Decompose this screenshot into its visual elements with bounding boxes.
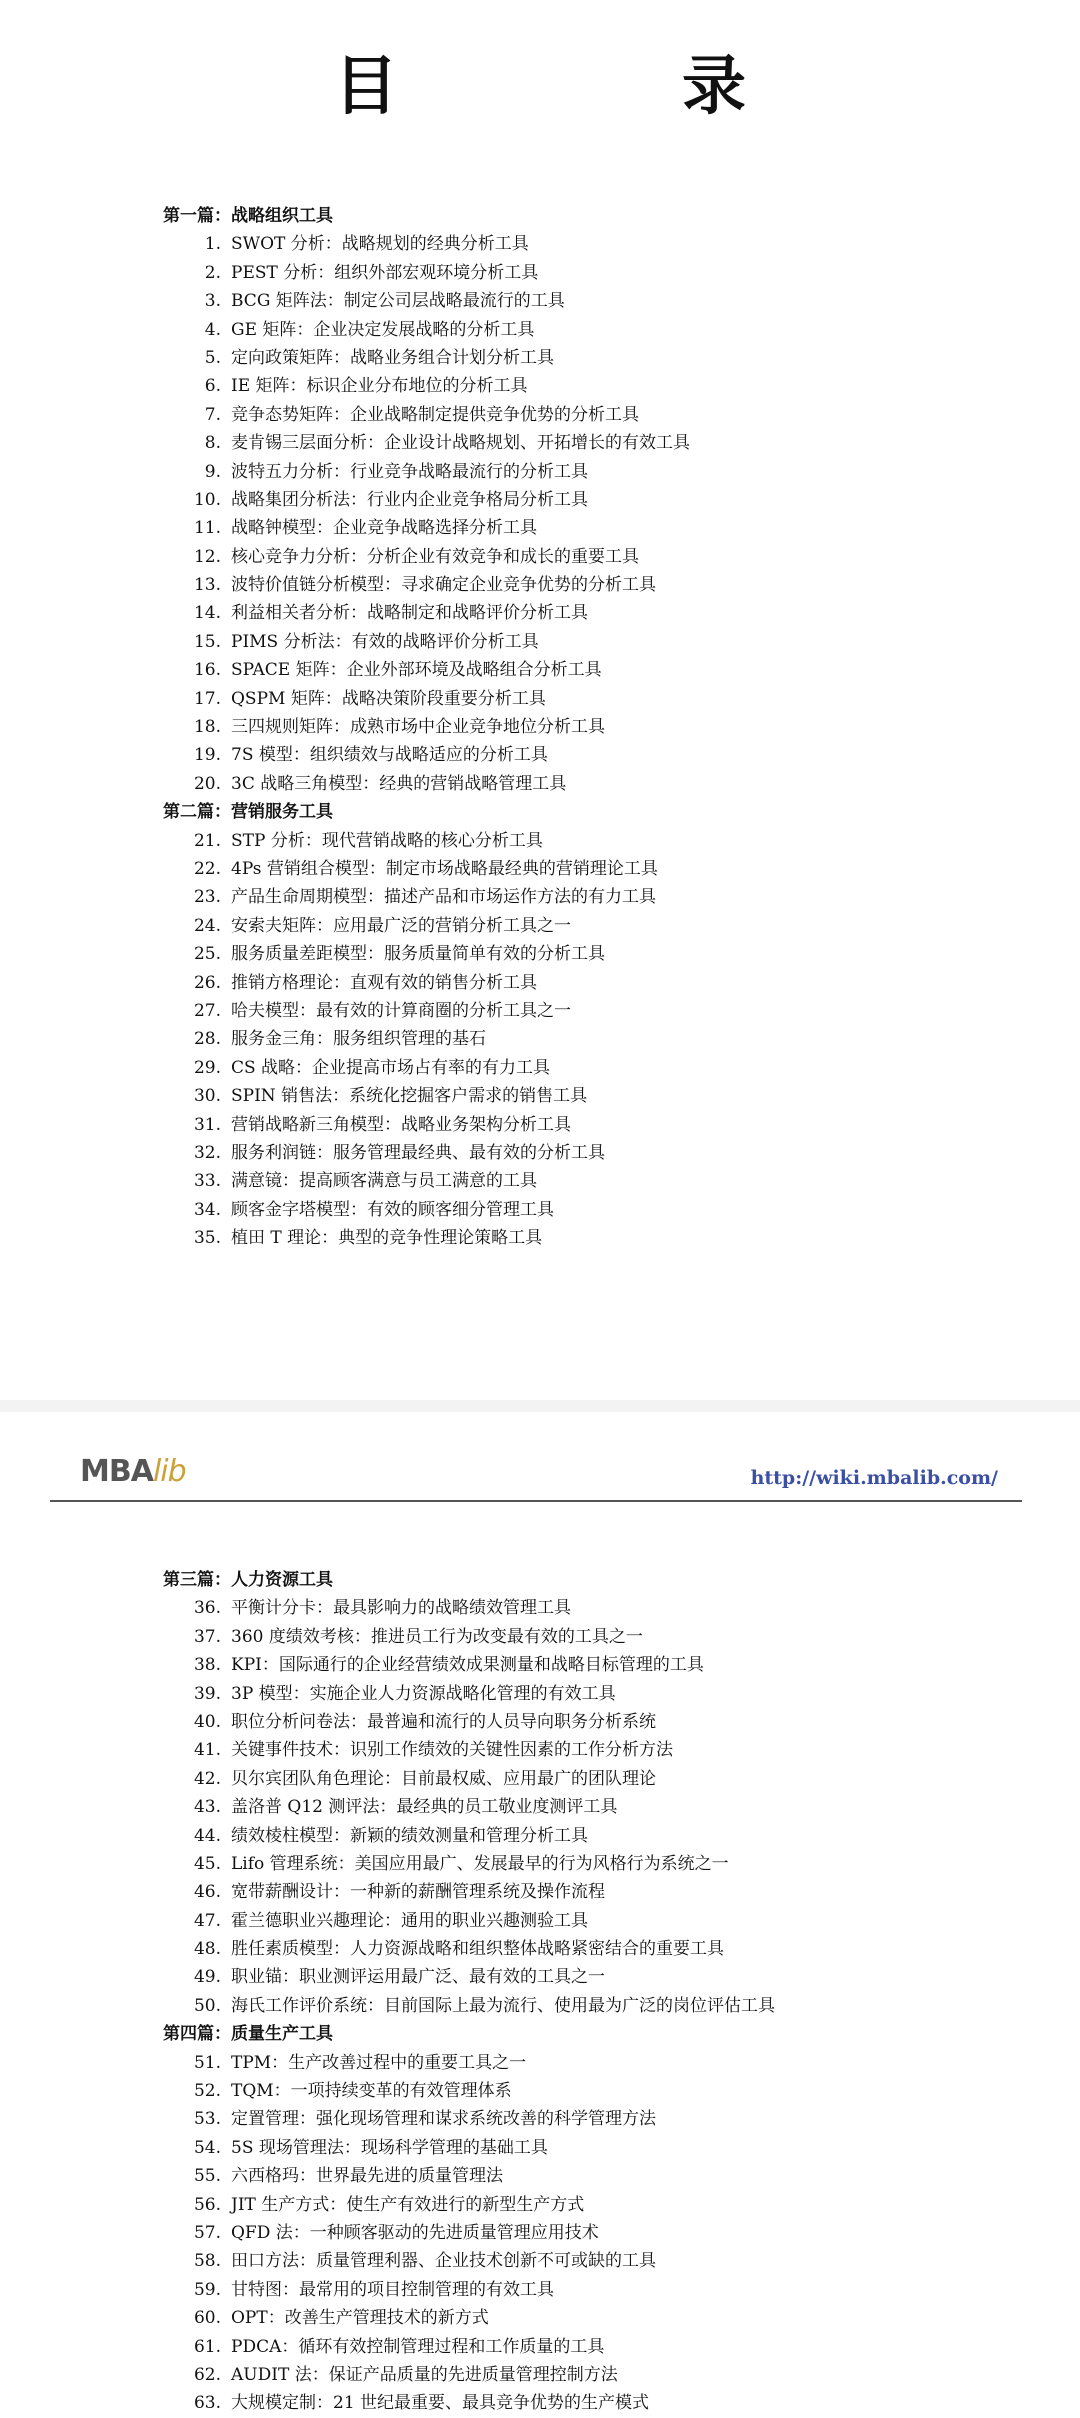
entry-number: 41. — [193, 1740, 221, 1761]
entry-number: 12. — [193, 546, 221, 567]
toc-entry[interactable] — [163, 1708, 1043, 1736]
toc-entry[interactable] — [163, 2333, 1043, 2361]
toc-entry[interactable] — [163, 2304, 1043, 2332]
toc-entry[interactable] — [163, 1765, 1043, 1793]
toc-entry[interactable] — [163, 2049, 1043, 2077]
entry-title: 哈夫模型：最有效的计算商圈的分析工具之一 — [231, 1000, 571, 1021]
toc-entry[interactable] — [163, 1594, 1043, 1622]
entry-number: 43. — [193, 1797, 221, 1818]
entry-title: 顾客金字塔模型：有效的顾客细分管理工具 — [231, 1199, 554, 1220]
entry-number: 59. — [193, 2279, 221, 2300]
entry-title: 服务质量差距模型：服务质量简单有效的分析工具 — [231, 944, 605, 965]
entry-number: 23. — [193, 887, 221, 908]
toc-page-2 — [0, 1412, 1080, 2414]
entry-number: 54. — [193, 2137, 221, 2158]
entry-number: 8. — [204, 433, 221, 454]
section-heading: 第四篇：质量生产工具 — [163, 2024, 333, 2045]
entry-title: TPM：生产改善过程中的重要工具之一 — [231, 2052, 527, 2073]
toc-entry[interactable] — [163, 1025, 1043, 1053]
entry-number: 32. — [193, 1142, 221, 1163]
entry-title: JIT 生产方式：使生产有效进行的新型生产方式 — [231, 2194, 585, 2215]
toc-entry[interactable] — [163, 2276, 1043, 2304]
entry-number: 52. — [193, 2081, 221, 2102]
entry-title: 核心竞争力分析：分析企业有效竞争和成长的重要工具 — [231, 546, 639, 567]
entry-number: 31. — [193, 1114, 221, 1135]
entry-title: 服务金三角：服务组织管理的基石 — [231, 1029, 486, 1050]
entry-title: 战略集团分析法：行业内企业竞争格局分析工具 — [231, 489, 588, 510]
toc-entry[interactable] — [163, 1196, 1043, 1224]
entry-title: QSPM 矩阵：战略决策阶段重要分析工具 — [231, 688, 546, 709]
toc-entry[interactable] — [163, 1793, 1043, 1821]
toc-entry[interactable] — [163, 2105, 1043, 2133]
entry-number: 22. — [193, 858, 221, 879]
entry-title: 植田 T 理论：典型的竞争性理论策略工具 — [231, 1228, 543, 1249]
toc-title: 目 录 — [334, 50, 856, 124]
toc-entry[interactable] — [163, 316, 1043, 344]
logo-main-text: MBA — [80, 1454, 153, 1489]
entry-title: 定置管理：强化现场管理和谋求系统改善的科学管理方法 — [231, 2109, 656, 2130]
entry-number: 2. — [204, 262, 221, 283]
entry-title: OPT：改善生产管理技术的新方式 — [231, 2308, 489, 2329]
entry-number: 1. — [204, 234, 221, 255]
toc-entry[interactable] — [163, 2077, 1043, 2105]
entry-number: 53. — [193, 2109, 221, 2130]
toc-entry[interactable] — [163, 912, 1043, 940]
toc-entry[interactable] — [163, 741, 1043, 769]
entry-title: SWOT 分析：战略规划的经典分析工具 — [231, 234, 529, 255]
entry-title: 甘特图：最常用的项目控制管理的有效工具 — [231, 2279, 554, 2300]
entry-title: 职业锚：职业测评运用最广泛、最有效的工具之一 — [231, 1967, 605, 1988]
entry-number: 44. — [193, 1825, 221, 1846]
toc-entry[interactable] — [163, 401, 1043, 429]
header-divider — [50, 1500, 1022, 1502]
entry-title: Lifo 管理系统：美国应用最广、发展最早的行为风格行为系统之一 — [231, 1853, 729, 1874]
entry-title: 波特价值链分析模型：寻求确定企业竞争优势的分析工具 — [231, 575, 656, 596]
entry-number: 36. — [193, 1598, 221, 1619]
entry-title: 平衡计分卡：最具影响力的战略绩效管理工具 — [231, 1598, 571, 1619]
entry-title: GE 矩阵：企业决定发展战略的分析工具 — [231, 319, 535, 340]
entry-title: 定向政策矩阵：战略业务组合计划分析工具 — [231, 347, 554, 368]
entry-title: 满意镜：提高顾客满意与员工满意的工具 — [231, 1171, 537, 1192]
entry-number: 11. — [193, 518, 221, 539]
toc-entry[interactable] — [163, 628, 1043, 656]
entry-number: 40. — [193, 1711, 221, 1732]
entry-title: 安索夫矩阵：应用最广泛的营销分析工具之一 — [231, 915, 571, 936]
entry-title: CS 战略：企业提高市场占有率的有力工具 — [231, 1057, 551, 1078]
toc-entry[interactable] — [163, 1224, 1043, 1252]
entry-title: 7S 模型：组织绩效与战略适应的分析工具 — [231, 745, 548, 766]
toc-entry[interactable] — [163, 1082, 1043, 1110]
entry-title: SPACE 矩阵：企业外部环境及战略组合分析工具 — [231, 660, 602, 681]
entry-title: 六西格玛：世界最先进的质量管理法 — [231, 2166, 503, 2187]
entry-number: 24. — [193, 915, 221, 936]
entry-title: 胜任素质模型：人力资源战略和组织整体战略紧密结合的重要工具 — [231, 1939, 724, 1960]
toc-entry[interactable] — [163, 997, 1043, 1025]
toc-entry[interactable] — [163, 1850, 1043, 1878]
page-separator — [0, 1400, 1080, 1412]
entry-title: 麦肯锡三层面分析：企业设计战略规划、开拓增长的有效工具 — [231, 433, 690, 454]
entry-title: PEST 分析：组织外部宏观环境分析工具 — [231, 262, 539, 283]
entry-number: 19. — [193, 745, 221, 766]
toc-entry[interactable] — [163, 1992, 1043, 2020]
entry-title: 竞争态势矩阵：企业战略制定提供竞争优势的分析工具 — [231, 404, 639, 425]
entry-title: 360 度绩效考核：推进员工行为改变最有效的工具之一 — [231, 1626, 643, 1647]
toc-entry[interactable] — [163, 1907, 1043, 1935]
entry-number: 27. — [193, 1000, 221, 1021]
section-heading: 第三篇：人力资源工具 — [163, 1570, 333, 1590]
entry-number: 39. — [193, 1683, 221, 1704]
entry-title: KPI：国际通行的企业经营绩效成果测量和战略目标管理的工具 — [231, 1655, 704, 1676]
toc-entry[interactable] — [163, 1623, 1043, 1651]
toc-entry[interactable] — [163, 1878, 1043, 1906]
toc-entry[interactable] — [163, 1054, 1043, 1082]
entry-title: SPIN 销售法：系统化挖掘客户需求的销售工具 — [231, 1086, 588, 1107]
toc-entry[interactable] — [163, 259, 1043, 287]
entry-number: 45. — [193, 1853, 221, 1874]
toc-entry[interactable] — [163, 1935, 1043, 1963]
toc-entry[interactable] — [163, 543, 1043, 571]
toc-sections-page-2 — [163, 1566, 1043, 2418]
toc-entry[interactable] — [163, 656, 1043, 684]
entry-title: PIMS 分析法：有效的战略评价分析工具 — [231, 631, 539, 652]
entry-title: 营销战略新三角模型：战略业务架构分析工具 — [231, 1114, 571, 1135]
toc-entry[interactable] — [163, 685, 1043, 713]
logo-accent-text: lib — [152, 1454, 186, 1489]
entry-title: 3P 模型：实施企业人力资源战略化管理的有效工具 — [231, 1683, 616, 1704]
toc-entry[interactable] — [163, 1651, 1043, 1679]
entry-number: 42. — [193, 1768, 221, 1789]
entry-number: 56. — [193, 2194, 221, 2215]
entry-number: 9. — [204, 461, 221, 482]
section-heading: 第二篇：营销服务工具 — [163, 802, 333, 823]
entry-number: 14. — [193, 603, 221, 624]
entry-title: PDCA：循环有效控制管理过程和工作质量的工具 — [231, 2336, 605, 2357]
entry-title: 战略钟模型：企业竞争战略选择分析工具 — [231, 518, 537, 539]
entry-title: 海氏工作评价系统：目前国际上最为流行、使用最为广泛的岗位评估工具 — [231, 1995, 775, 2016]
entry-number: 33. — [193, 1171, 221, 1192]
entry-number: 60. — [193, 2308, 221, 2329]
entry-title: 产品生命周期模型：描述产品和市场运作方法的有力工具 — [231, 887, 656, 908]
entry-number: 4. — [204, 319, 221, 340]
toc-entry[interactable] — [163, 486, 1043, 514]
entry-number: 61. — [193, 2336, 221, 2357]
toc-entry[interactable] — [163, 713, 1043, 741]
entry-number: 62. — [193, 2364, 221, 2385]
toc-entry[interactable] — [163, 1736, 1043, 1764]
toc-entry[interactable] — [163, 514, 1043, 542]
entry-number: 28. — [193, 1029, 221, 1050]
toc-entry[interactable] — [163, 372, 1043, 400]
entry-number: 34. — [193, 1199, 221, 1220]
entry-title: IE 矩阵：标识企业分布地位的分析工具 — [231, 376, 528, 397]
entry-title: 3C 战略三角模型：经典的营销战略管理工具 — [231, 773, 567, 794]
entry-number: 55. — [193, 2166, 221, 2187]
entry-number: 63. — [193, 2393, 221, 2414]
entry-number: 50. — [193, 1995, 221, 2016]
entry-title: 关键事件技术：识别工作绩效的关键性因素的工作分析方法 — [231, 1740, 673, 1761]
entry-number: 16. — [193, 660, 221, 681]
entry-title: 波特五力分析：行业竞争战略最流行的分析工具 — [231, 461, 588, 482]
toc-entry[interactable] — [163, 599, 1043, 627]
toc-entry[interactable] — [163, 827, 1043, 855]
entry-number: 26. — [193, 972, 221, 993]
entry-title: 5S 现场管理法：现场科学管理的基础工具 — [231, 2137, 548, 2158]
toc-entry[interactable] — [163, 1167, 1043, 1195]
entry-number: 37. — [193, 1626, 221, 1647]
toc-entry[interactable] — [163, 344, 1043, 372]
entry-title: 绩效棱柱模型：新颖的绩效测量和管理分析工具 — [231, 1825, 588, 1846]
entry-number: 47. — [193, 1910, 221, 1931]
toc-entry[interactable] — [163, 969, 1043, 997]
entry-title: 霍兰德职业兴趣理论：通用的职业兴趣测验工具 — [231, 1910, 588, 1931]
site-url-link[interactable]: http://wiki.mbalib.com/ — [750, 1467, 998, 1489]
entry-number: 38. — [193, 1655, 221, 1676]
toc-entry[interactable] — [163, 287, 1043, 315]
entry-title: 三四规则矩阵：成熟市场中企业竞争地位分析工具 — [231, 717, 605, 738]
entry-number: 13. — [193, 575, 221, 596]
toc-entry[interactable] — [163, 2162, 1043, 2190]
entry-number: 20. — [193, 773, 221, 794]
entry-title: 大规模定制：21 世纪最重要、最具竞争优势的生产模式 — [231, 2393, 650, 2414]
toc-entry[interactable] — [163, 230, 1043, 258]
toc-entry[interactable] — [163, 1111, 1043, 1139]
toc-entry[interactable] — [163, 940, 1043, 968]
toc-entry[interactable] — [163, 1822, 1043, 1850]
entry-number: 6. — [204, 376, 221, 397]
toc-entry[interactable] — [163, 1139, 1043, 1167]
entry-number: 58. — [193, 2251, 221, 2272]
entry-number: 46. — [193, 1882, 221, 1903]
toc-entry[interactable] — [163, 2361, 1043, 2389]
entry-number: 25. — [193, 944, 221, 965]
toc-entry[interactable] — [163, 1680, 1043, 1708]
entry-title: 盖洛普 Q12 测评法：最经典的员工敬业度测评工具 — [231, 1797, 618, 1818]
entry-title: QFD 法：一种顾客驱动的先进质量管理应用技术 — [231, 2222, 599, 2243]
entry-number: 10. — [193, 489, 221, 510]
entry-number: 17. — [193, 688, 221, 709]
entry-number: 51. — [193, 2052, 221, 2073]
toc-entry[interactable] — [163, 2219, 1043, 2247]
entry-title: 贝尔宾团队角色理论：目前最权威、应用最广的团队理论 — [231, 1768, 656, 1789]
toc-sections-page-1 — [163, 202, 1043, 1252]
entry-number: 7. — [204, 404, 221, 425]
mbalib-logo — [80, 1454, 186, 1489]
entry-title: 4Ps 营销组合模型：制定市场战略最经典的营销理论工具 — [231, 858, 658, 879]
toc-entry[interactable] — [163, 855, 1043, 883]
entry-number: 30. — [193, 1086, 221, 1107]
entry-number: 29. — [193, 1057, 221, 1078]
toc-entry[interactable] — [163, 2191, 1043, 2219]
entry-number: 5. — [204, 347, 221, 368]
toc-entry[interactable] — [163, 429, 1043, 457]
toc-entry[interactable] — [163, 571, 1043, 599]
entry-number: 48. — [193, 1939, 221, 1960]
toc-entry[interactable] — [163, 1963, 1043, 1991]
entry-number: 35. — [193, 1228, 221, 1249]
entry-title: 宽带薪酬设计：一种新的薪酬管理系统及操作流程 — [231, 1882, 605, 1903]
entry-title: TQM：一项持续变革的有效管理体系 — [231, 2081, 512, 2102]
entry-number: 21. — [193, 830, 221, 851]
toc-entry[interactable] — [163, 2247, 1043, 2275]
toc-entry[interactable] — [163, 2134, 1043, 2162]
entry-number: 18. — [193, 717, 221, 738]
entry-title: 利益相关者分析：战略制定和战略评价分析工具 — [231, 603, 588, 624]
entry-title: BCG 矩阵法：制定公司层战略最流行的工具 — [231, 291, 565, 312]
entry-number: 15. — [193, 631, 221, 652]
entry-title: 田口方法：质量管理利器、企业技术创新不可或缺的工具 — [231, 2251, 656, 2272]
entry-title: 服务利润链：服务管理最经典、最有效的分析工具 — [231, 1142, 605, 1163]
toc-entry[interactable] — [163, 458, 1043, 486]
entry-title: AUDIT 法：保证产品质量的先进质量管理控制方法 — [231, 2364, 618, 2385]
toc-entry[interactable] — [163, 2389, 1043, 2417]
entry-number: 3. — [204, 291, 221, 312]
entry-number: 49. — [193, 1967, 221, 1988]
entry-title: STP 分析：现代营销战略的核心分析工具 — [231, 830, 543, 851]
entry-title: 推销方格理论：直观有效的销售分析工具 — [231, 972, 537, 993]
section-heading: 第一篇：战略组织工具 — [163, 206, 333, 226]
toc-entry[interactable] — [163, 770, 1043, 798]
entry-title: 职位分析问卷法：最普遍和流行的人员导向职务分析系统 — [231, 1711, 656, 1732]
toc-entry[interactable] — [163, 883, 1043, 911]
entry-number: 57. — [193, 2222, 221, 2243]
